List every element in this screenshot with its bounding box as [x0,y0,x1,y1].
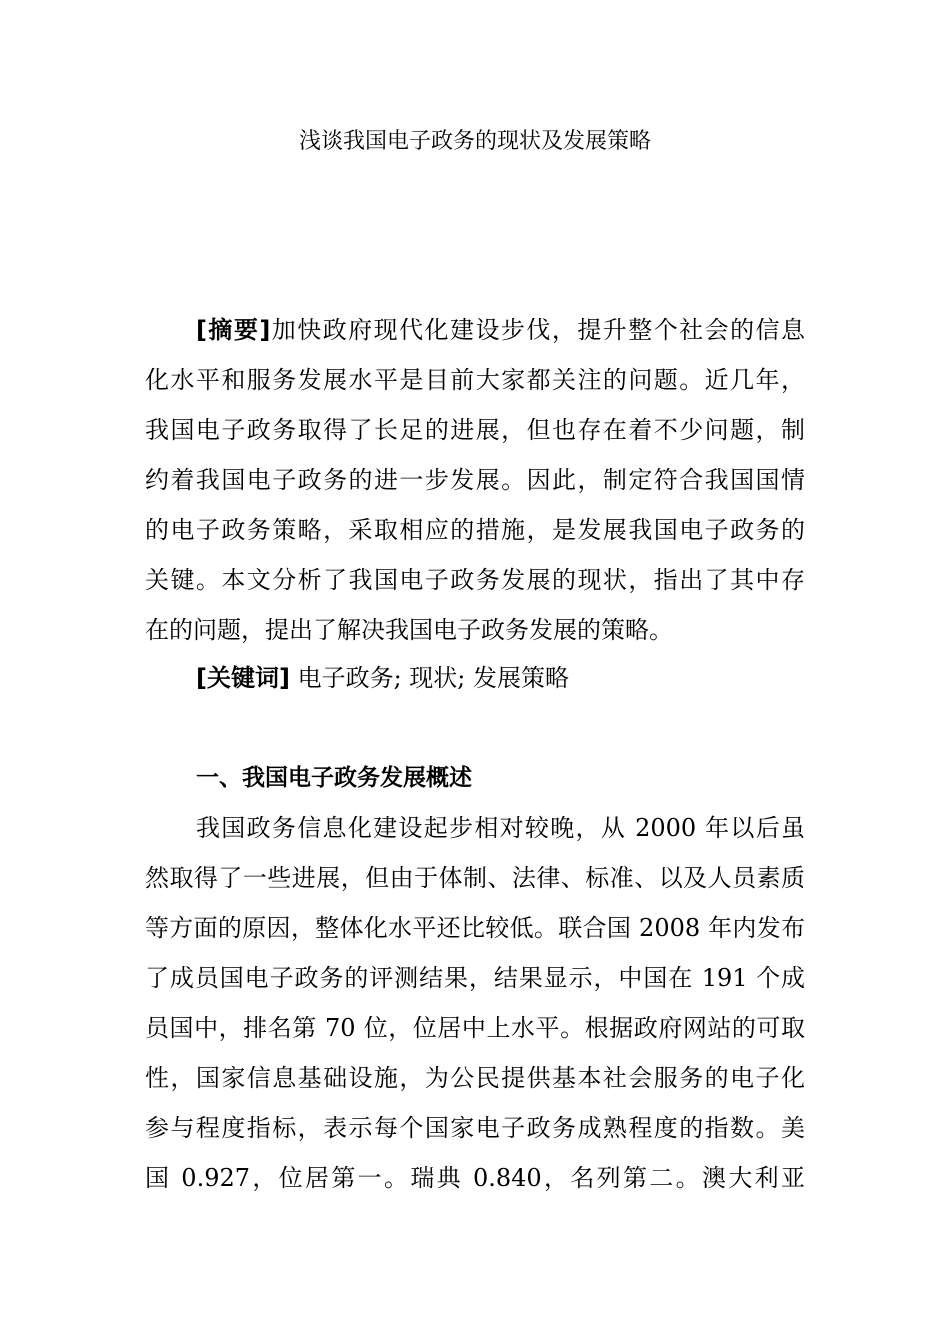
keywords-label: [关键词] [196,664,290,692]
section-1-line-1: 我国政务信息化建设起步相对较晚，从 2000 年以后虽 [196,814,805,842]
keywords-text: 电子政务; 现状; 发展策略 [289,664,569,692]
abstract-label: [摘要] [196,316,271,344]
abstract-line-1 [196,314,805,346]
section-1-line-8: 国 0.927，位居第一。瑞典 0.840，名列第二。澳大利亚 [145,1164,805,1192]
section-1-line-3: 等方面的原因，整体化水平还比较低。联合国 2008 年内发布 [145,914,805,942]
abstract-text-1: 加快政府现代化建设步伐，提升整个社会的信息 [270,316,806,344]
abstract-line-4: 约着我国电子政务的进一步发展。因此，制定符合我国国情 [145,466,805,494]
abstract-line-5: 的电子政务策略，采取相应的措施，是发展我国电子政务的 [145,516,805,544]
section-1-line-5: 员国中，排名第 70 位，位居中上水平。根据政府网站的可取 [145,1014,805,1042]
section-1-line-4: 了成员国电子政务的评测结果，结果显示，中国在 191 个成 [145,964,805,992]
abstract-line-7: 在的问题，提出了解决我国电子政务发展的策略。 [145,616,673,644]
section-1-line-2: 然取得了一些进展，但由于体制、法律、标准、以及人员素质 [145,864,805,892]
keywords-line [196,662,805,694]
abstract-line-2: 化水平和服务发展水平是目前大家都关注的问题。近几年， [145,366,805,394]
section-1-heading: 一、我国电子政务发展概述 [196,765,472,791]
document-title: 浅谈我国电子政务的现状及发展策略 [298,129,651,154]
abstract-line-6: 关键。本文分析了我国电子政务发展的现状，指出了其中存 [145,566,805,594]
abstract-line-3: 我国电子政务取得了长足的进展，但也存在着不少问题，制 [145,416,805,444]
section-1-line-7: 参与程度指标，表示每个国家电子政务成熟程度的指数。美 [145,1114,805,1142]
section-1-line-6: 性，国家信息基础设施，为公民提供基本社会服务的电子化 [145,1064,805,1092]
